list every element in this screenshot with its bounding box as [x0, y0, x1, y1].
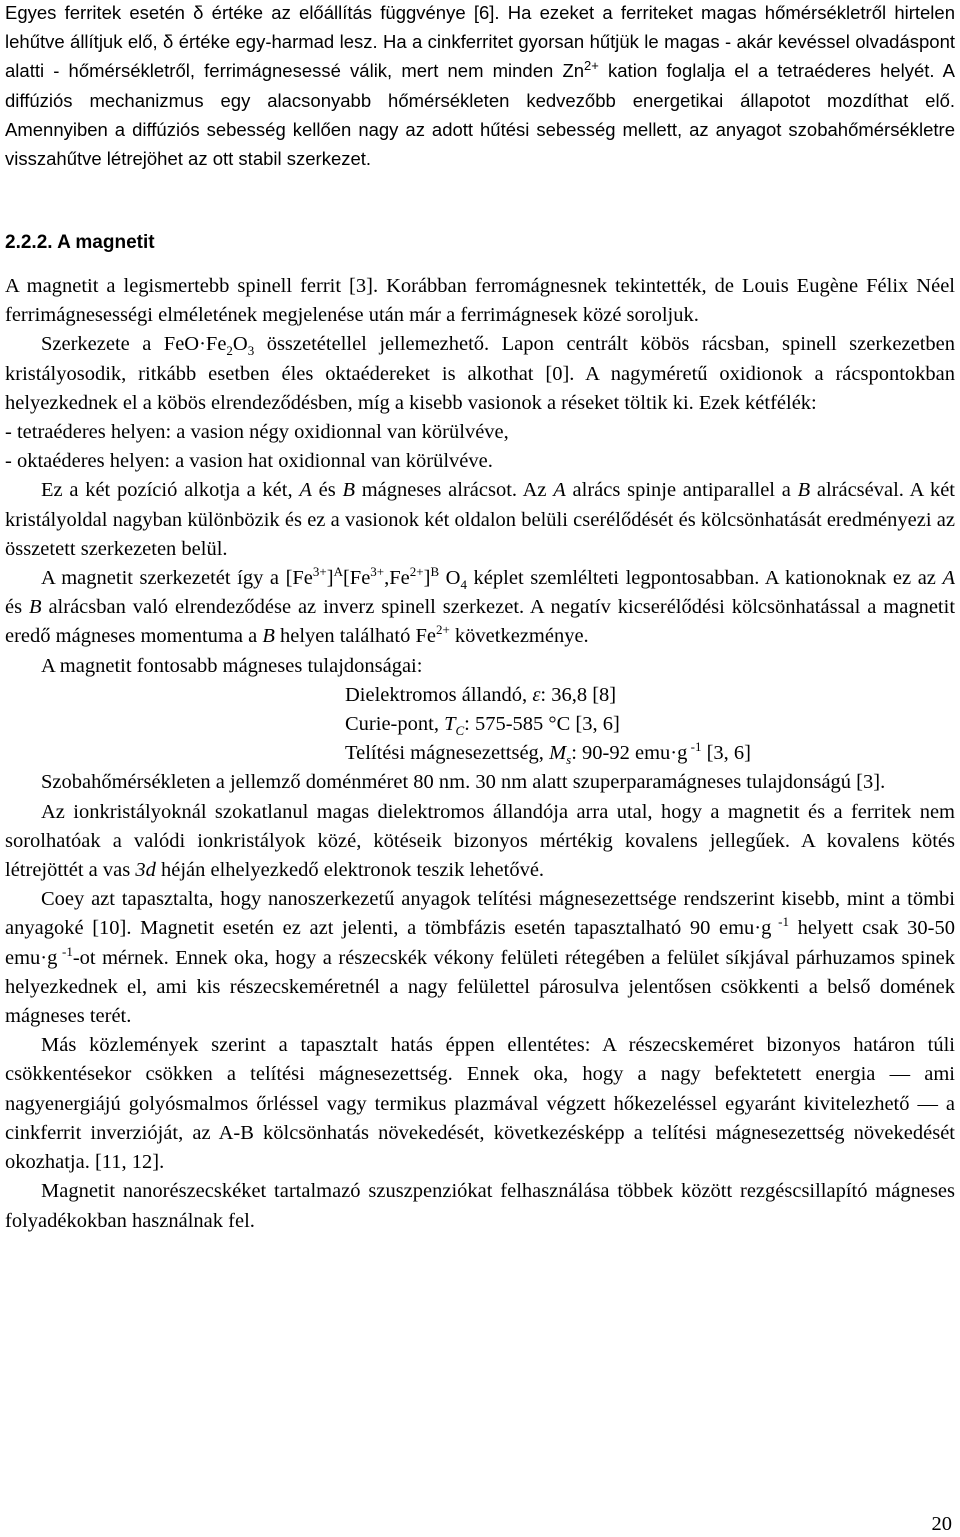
paragraph-other-studies: Más közlemények szerint a tapasztalt hatás éppen ellentétes: A részecskeméret bizonyos határon túli csökkentésekor csökken a telítési mágnesezettség. Ennek oka, hogy a nagy befektetett energia — ami nagyenergiájú golyósmalmos őrléssel vagy termikus plazmával végzett hőkezeléssel egyaránt kivitelezhető — a cinkferrit inverzióját, az A-B kölcsönhatás növekedését, következésképp a telítési mágnesezettség növekedését okozhatja. [11, 12]. — [5, 1034, 955, 1174]
superscript: -1 — [687, 739, 702, 755]
text-span: [Fe — [342, 567, 371, 590]
top-section — [5, 0, 955, 173]
italic-symbol: T — [444, 713, 456, 736]
text-span: Curie-pont, — [345, 713, 445, 736]
text-span: Dielektromos állandó, — [345, 683, 533, 706]
text-span: kation foglalja el a tetraéderes helyét. A diffúziós mechanizmus egy alacsonyabb hőmérsékleten kedvezőbb energetikai állapotot mozdíthat elő. Amennyiben a diffúziós sebesség kellően nagy az adott hűtési sebesség mellett, az anyagot szobahőmérsékletre visszahűtve létrejöhet az ott stabil szerkezet. — [5, 60, 955, 170]
text-span: képlet szemlélteti legpontosabban. A kationoknak ez az — [466, 567, 943, 590]
text-span: helyett csak 30-50 emu·g — [5, 917, 955, 969]
italic-subscript: C — [455, 723, 465, 739]
subscript: 3 — [247, 343, 255, 359]
paragraph-ferrite-quenching — [5, 0, 955, 173]
text-span: ] — [326, 567, 334, 590]
superscript: 2+ — [409, 564, 424, 580]
text-span: Telítési mágnesezettség, — [345, 742, 550, 765]
property-curie — [5, 710, 955, 739]
italic-symbol: A — [299, 479, 312, 502]
text-span: : 575-585 °C [3, 6] — [464, 713, 620, 736]
text-span: és — [5, 596, 29, 619]
list-item: - tetraéderes helyen: a vasion négy oxidionnal van körülvéve, — [5, 421, 509, 444]
text-span: Szerkezete a FeO·Fe — [41, 333, 227, 356]
text-span: A magnetit a legismertebb spinell ferrit [3]. Korábban ferromágnesnek tekintették, de Louis Eugène Félix Néel ferrimágnesességi elméletének megjelenése után már a ferrimágnesek közé soroljuk. — [5, 275, 955, 327]
text-span: mágneses alrácsot. Az — [354, 479, 554, 502]
subscript: 4 — [460, 577, 467, 593]
text-span: A magnetit szerkezetét így a [Fe — [41, 567, 313, 590]
text-span: ,Fe — [384, 567, 410, 590]
paragraph-ionic — [5, 798, 955, 886]
paragraph-coey — [5, 885, 955, 1031]
text-span: Ez a két pozíció alkotja a két, — [41, 479, 300, 502]
text-span: összetétellel jellemezhető. Lapon centrált köbös rácsban, spinell szerkezetben kristályosodik, ritkább esetben éles oktaédereket is alkothat [0]. A nagyméretű oxidionok a rácspontokban helyezkednek el a köbös elrendeződésben, míg a kisebb vasionok a réseket töltik ki. Ezek kétfélék: — [5, 333, 955, 414]
paragraph-structure — [5, 330, 955, 418]
italic-symbol: A — [553, 479, 566, 502]
italic-symbol: 3d — [135, 859, 156, 882]
section-heading-block — [5, 228, 955, 257]
superscript: 3+ — [370, 564, 385, 580]
property-saturation — [5, 739, 955, 768]
body-section — [5, 272, 955, 1236]
text-span: O — [232, 333, 248, 356]
text-span: O — [439, 567, 461, 590]
text-span: -ot mérnek. Ennek oka, hogy a részecskék vékony felületi rétegében a felület síkjával párhuzamos spinek helyezkednek el, ami kis részecskeméretnél a nagy felülettel párosulva jelentősen csökkenti a belső domének mágneses terét. — [5, 946, 955, 1028]
italic-symbol: A — [942, 567, 955, 590]
text-span: alrács spinje antiparallel a — [565, 479, 798, 502]
superscript: 2+ — [584, 58, 599, 74]
text-span: és — [311, 479, 343, 502]
text-span: Egyes ferritek esetén δ értéke az előállítás függvénye [6]. Ha ezeket a ferriteket magas hőmérsékletről hirtelen lehűtve állítjuk elő, δ értéke egy-harmad lesz. Ha a cinkferritet gyorsan hűtjük le magas - akár kevéssel olvadáspont alatti - hőmérsékletről, ferrimágnesessé válik, mert nem minden Zn — [5, 2, 955, 82]
text-span: héján elhelyezkedő elektronok teszik lehetővé. — [155, 859, 545, 882]
paragraph-domain-size: Szobahőmérsékleten a jellemző doménméret 80 nm. 30 nm alatt szuperparamágneses tulajdonságú [3]. — [41, 771, 886, 794]
text-span: Coey azt tapasztalta, hogy nanoszerkezetű anyagok telítési mágnesezettsége rendszerint kisebb, mint a tömbi anyagoké [10]. Magnetit esetén ez azt jelenti, a tömbfázis esetén tapasztalható 90 emu·g — [5, 888, 955, 940]
italic-symbol: ε — [532, 683, 541, 706]
italic-symbol: M — [549, 742, 567, 765]
text-span: Az ionkristályoknál szokatlanul magas dielektromos állandója arra utal, hogy a magnetit és a ferritek nem sorolhatóak a valódi ionkristályok közé, kötéseik bizonyos mértékig kovalens jellegűek. A kovalens kötés létrejöttét a vas — [5, 800, 955, 882]
superscript: -1 — [771, 914, 789, 930]
italic-symbol: B — [262, 625, 275, 648]
paragraph-formula — [5, 564, 955, 652]
italic-symbol: B — [342, 479, 355, 502]
section-heading: 2.2.2. A magnetit — [5, 232, 155, 253]
text-span: [3, 6] — [701, 742, 751, 765]
paragraph-sublattice — [5, 476, 955, 564]
text-span: ] — [423, 567, 431, 590]
paragraph-applications: Magnetit nanorészecskéket tartalmazó szuszpenziókat felhasználása többek között rezgéscsillapító mágneses folyadékokban használnak fel. — [5, 1180, 955, 1232]
superscript: -1 — [57, 943, 73, 959]
paragraph-intro — [5, 272, 955, 330]
text-span: : 36,8 [8] — [540, 683, 617, 706]
list-item: - oktaéderes helyen: a vasion hat oxidionnal van körülvéve. — [5, 450, 493, 473]
italic-symbol: B — [797, 479, 811, 502]
text-span: alrácséval. A két kristályoldal nagyban különbözik és ez a vasionok két oldalon belüli cserélődését és kölcsönhatását eredményezi az összetett szerkezeten belül. — [5, 479, 956, 560]
superscript: 3+ — [312, 564, 327, 580]
text-span: alrácsban való elrendeződése az inverz spinell szerkezet. A negatív kicserélődési kölcsönhatással a magnetit eredő mágneses momentuma a — [5, 596, 956, 648]
paragraph-props-intro: A magnetit fontosabb mágneses tulajdonságai: — [41, 654, 423, 677]
text-span: helyen található Fe — [274, 625, 436, 648]
superscript: B — [430, 564, 440, 580]
page-number: 20 — [931, 1513, 952, 1535]
subscript: 2 — [226, 343, 233, 359]
text-span: következménye. — [449, 625, 589, 648]
text-span: : 90-92 emu·g — [571, 742, 688, 765]
italic-symbol: B — [29, 596, 42, 619]
property-dielectric — [5, 681, 955, 710]
superscript: A — [333, 564, 343, 580]
superscript: 2+ — [435, 622, 450, 638]
italic-subscript: s — [566, 752, 572, 768]
